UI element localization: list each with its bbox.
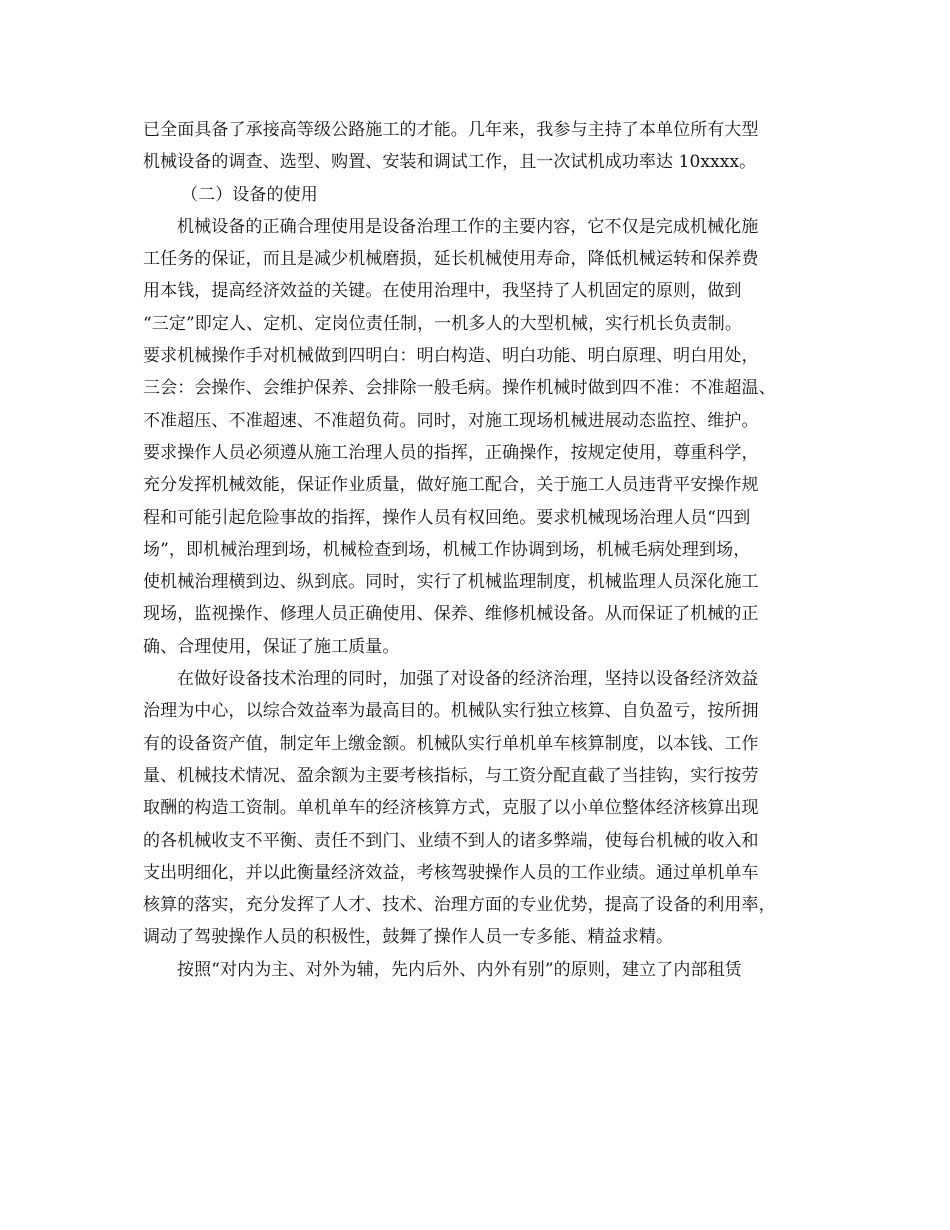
text-line: 现场，监视操作、修理人员正确使用、保养、维修机械设备。从而保证了机械的正: [143, 604, 759, 625]
text-line: 要求机械操作手对机械做到四明白：明白构造、明白功能、明白原理、明白用处，: [143, 346, 759, 367]
text-line: 不准超压、不准超速、不准超负荷。同时，对施工现场机械进展动态监控、维护。: [143, 410, 759, 431]
text-line: 充分发挥机械效能，保证作业质量，做好施工配合，关于施工人员违背平安操作规: [143, 475, 759, 496]
text-line: “三定”即定人、定机、定岗位责任制，一机多人的大型机械，实行机长负责制。: [143, 313, 742, 334]
text-line: 要求操作人员必须遵从施工治理人员的指挥，正确操作，按规定使用，尊重科学，: [143, 442, 759, 463]
text-line: 量、机械技术情况、盈余额为主要考核指标，与工资分配直截了当挂钩，实行按劳: [143, 765, 759, 786]
text-line: 场”，即机械治理到场，机械检查到场，机械工作协调到场，机械毛病处理到场，: [143, 539, 751, 560]
text-line: 治理为中心，以综合效益率为最高目的。机械队实行独立核算、自负盈亏，按所拥: [143, 701, 759, 722]
text-line: 程和可能引起危险事故的指挥，操作人员有权回绝。要求机械现场治理人员“四到: [143, 507, 751, 528]
text-line: 的各机械收支不平衡、责任不到门、业绩不到人的诸多弊端，使每台机械的收入和: [143, 830, 759, 851]
text-line: 取酬的构造工资制。单机单车的经济核算方式，克服了以小单位整体经济核算出现: [143, 798, 759, 819]
text-line: 机械设备的调查、选型、购置、安装和调试工作，且一次试机成功率达 10xxxx。: [143, 152, 757, 173]
text-line: 已全面具备了承接高等级公路施工的才能。几年来，我参与主持了本单位所有大型: [143, 120, 759, 140]
paragraph-first-line: 机械设备的正确合理使用是设备治理工作的主要内容，它不仅是完成机械化施: [177, 216, 759, 237]
text-line: 支出明细化，并以此衡量经济效益，考核驾驶操作人员的工作业绩。通过单机单车: [143, 862, 759, 883]
text-line: 用本钱，提高经济效益的关键。在使用治理中，我坚持了人机固定的原则，做到: [143, 281, 742, 302]
text-line: 工任务的保证，而且是减少机械磨损，延长机械使用寿命，降低机械运转和保养费: [143, 249, 759, 270]
text-line: 三会：会操作、会维护保养、会排除一般毛病。操作机械时做到四不准：不准超温、: [143, 378, 776, 399]
paragraph-first-line: 在做好设备技术治理的同时，加强了对设备的经济治理，坚持以设备经济效益: [177, 669, 759, 690]
text-line: 使机械治理横到边、纵到底。同时，实行了机械监理制度，机械监理人员深化施工: [143, 572, 759, 593]
text-line: 核算的落实，充分发挥了人才、技术、治理方面的专业优势，提高了设备的利用率，: [143, 895, 776, 916]
section-heading: （二）设备的使用: [181, 184, 318, 205]
paragraph-first-line: 按照“对内为主、对外为辅，先内后外、内外有别”的原则，建立了内部租赁: [177, 959, 742, 980]
text-line: 调动了驾驶操作人员的积极性，鼓舞了操作人员一专多能、精益求精。: [143, 927, 674, 948]
text-line: 确、合理使用，保证了施工质量。: [143, 636, 400, 657]
text-line: 有的设备资产值，制定年上缴金额。机械队实行单机单车核算制度，以本钱、工作: [143, 733, 759, 754]
body-text: [143, 114, 823, 986]
